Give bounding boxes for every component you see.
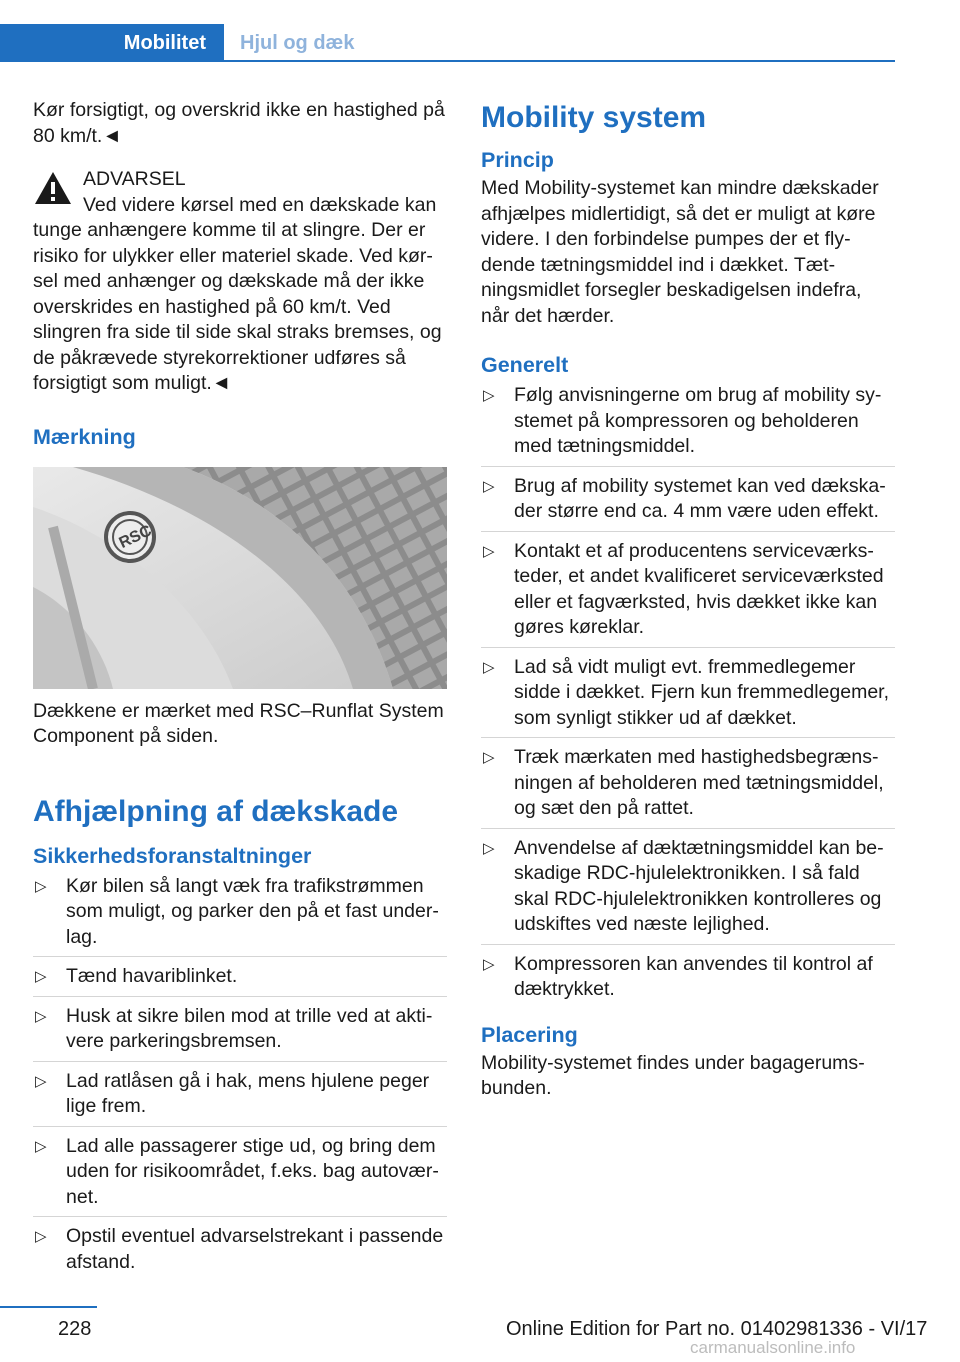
list-item: ▷ Husk at sikre bilen mod at trille ved at aktivere parkeringsbremsen. (33, 1004, 447, 1062)
list-item: ▷ Kompressoren kan anvendes til kontrol af dæktrykket. (483, 952, 873, 1000)
triangle-right-icon: ▷ (483, 955, 495, 973)
list-item: ▷ Lad så vidt muligt evt. fremmedlegemer sidde i dækket. Fjern kun fremmedlegemer, som synligt stikker ud af dækket. (481, 655, 895, 739)
right-column (481, 100, 895, 1102)
list-item: ▷ Anvendelse af dæktætningsmiddel kan beskadige RDC-hjulelektronikken. I så fald skal RDC-hjulelektronikken kontrolleres og udskiftes ved næste lejlighed. (481, 836, 895, 945)
principle-text: Med Mobility-systemet kan mindre dækskader afhjælpes midlertidigt, så det er muligt at køre videre. I den forbindelse pumpes der et flydende tætningsmiddel ind i dækket. Tætningsmidlet forsegler beskadigelsen indefra, når det hærder. (481, 177, 879, 327)
warning-body: tunge anhængere komme til at slingre. Der er risiko for ulykker eller materiel skade. Ved kørsel med anhænger og dækskade må der ikke overskrides en hastighed på 60 km/t. Ved slingren fra side til side skal straks bremses, og de påkrævede styrekorrektioner udføres så forsigtigt som muligt.◄ (33, 219, 442, 394)
triangle-right-icon: ▷ (483, 542, 495, 560)
mobility-title: Mobility system (481, 101, 707, 134)
general-heading: Generelt (481, 353, 569, 377)
triangle-right-icon: ▷ (483, 749, 495, 766)
safety-heading: Sikkerhedsforanstaltninger (33, 843, 312, 868)
triangle-right-icon: ▷ (483, 477, 495, 495)
triangle-right-icon: ▷ (483, 839, 495, 857)
general-list (481, 383, 895, 1003)
placement-text: Mobility-systemet findes under bagagerumsbunden. (481, 1051, 865, 1099)
tab-hjul-og-daek-label: Hjul og dæk (240, 31, 355, 54)
page-number: 228 (58, 1318, 92, 1340)
list-item: ▷ Følg anvisningerne om brug af mobility systemet på kompressoren og beholderen med tætningsmiddel. (481, 383, 895, 467)
warning-triangle-icon (33, 170, 73, 206)
safety-list (33, 874, 447, 1276)
tab-mobilitet[interactable] (0, 24, 224, 62)
list-item: ▷ Lad alle passagerer stige ud, og bring dem uden for risikoområdet, f.eks. bag autoværnet. (33, 1134, 447, 1218)
triangle-right-icon: ▷ (483, 387, 495, 404)
tab-mobilitet-label: Mobilitet (123, 31, 206, 54)
triangle-right-icon: ▷ (35, 1007, 47, 1025)
tab-hjul-og-daek[interactable] (224, 24, 354, 62)
principle-heading: Princip (481, 148, 554, 172)
triangle-right-icon: ▷ (35, 968, 47, 985)
footer-rule (0, 1306, 97, 1308)
triangle-right-icon: ▷ (35, 1137, 47, 1155)
list-item: ▷ Kontakt et af producentens serviceværksteder, et andet kvalificeret serviceværksted eller et fagværksted, hvis dækket ikke kan gøres køreklar. (481, 539, 895, 648)
page-header (0, 0, 895, 62)
svg-text:RSC: RSC (116, 521, 155, 552)
left-column (33, 98, 447, 1282)
warning-block (33, 167, 447, 397)
triangle-right-icon: ▷ (483, 658, 495, 676)
edition-text: Online Edition for Part no. 01402981336 - VI/17 (506, 1318, 928, 1340)
marking-heading: Mærkning (33, 424, 136, 449)
breakdown-heading: Afhjælpning af dækskade (33, 794, 399, 828)
warning-title: ADVARSEL (83, 168, 186, 190)
placement-heading: Placering (481, 1022, 578, 1047)
intro-paragraph: Kør forsigtigt, og overskrid ikke en hastighed på 80 km/t.◄ (33, 99, 445, 147)
triangle-right-icon: ▷ (35, 1228, 47, 1245)
triangle-right-icon: ▷ (35, 1072, 47, 1090)
watermark: carmanualsonline.info (690, 1338, 856, 1357)
triangle-right-icon: ▷ (35, 877, 47, 895)
list-item: ▷ Lad ratlåsen gå i hak, mens hjulene peger lige frem. (33, 1069, 447, 1127)
header-rule (0, 60, 895, 62)
tire-sidewall-image (33, 467, 447, 689)
list-item: ▷ Opstil eventuel advarselstrekant i passende afstand. (35, 1225, 444, 1273)
marking-caption: Dækkene er mærket med RSC–Runflat System Component på siden. (33, 699, 444, 747)
list-item: ▷ Træk mærkaten med hastighedsbegrænsningen af beholderen med tætningsmiddel, og sæt den på rattet. (481, 745, 895, 829)
list-item: ▷ Brug af mobility systemet kan ved dækskader større end ca. 4 mm være uden effekt. (481, 474, 895, 532)
warning-first-line: Ved videre kørsel med en dækskade kan (83, 193, 437, 216)
list-item: ▷ Tænd havariblinket. (33, 964, 447, 997)
list-item: ▷ Kør bilen så langt væk fra trafikstrømmen som muligt, og parker den på et fast underlag. (33, 874, 447, 958)
